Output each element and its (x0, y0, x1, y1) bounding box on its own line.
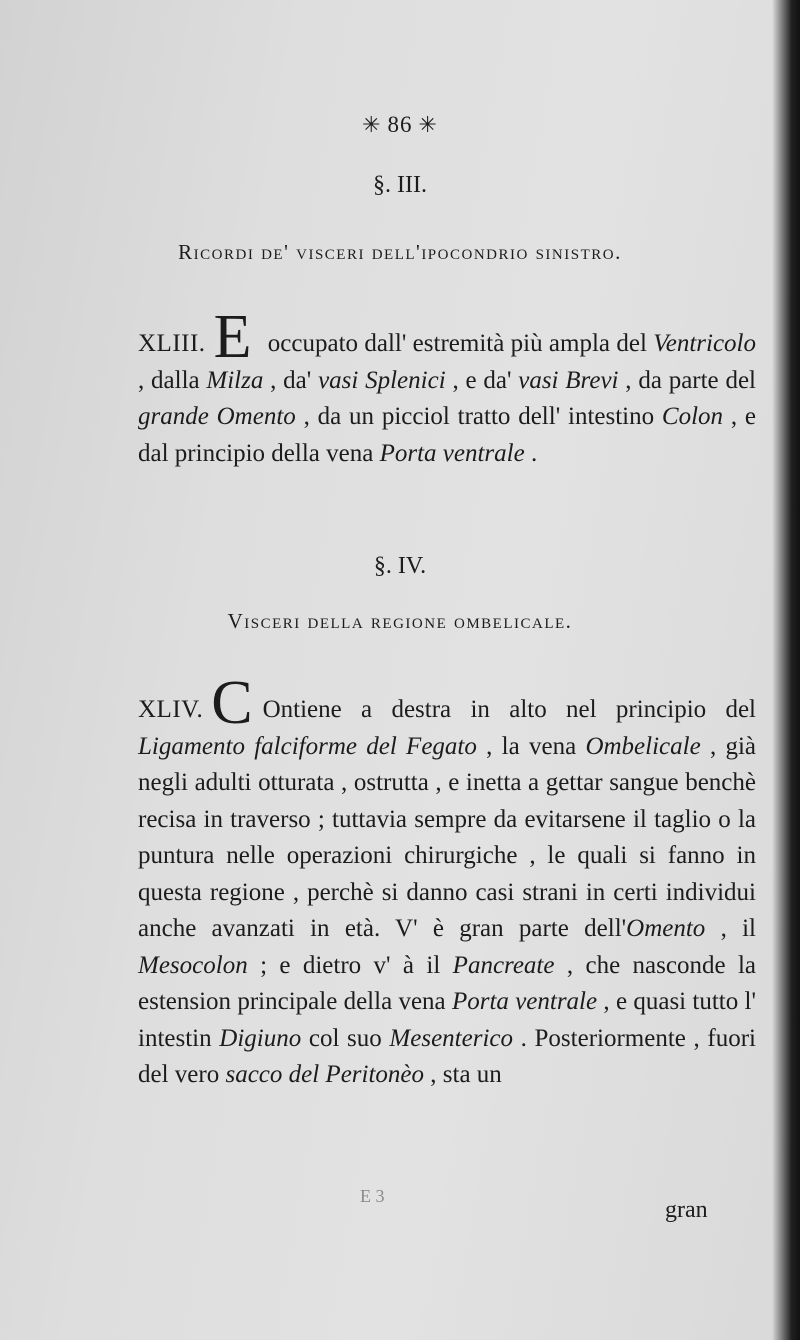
italic-term: sacco del Peritonèo (225, 1061, 425, 1088)
paragraph-43 (138, 303, 756, 472)
text: , la vena (476, 732, 586, 760)
text: . Posteriormente , fuori del vero (138, 1024, 757, 1088)
text: , e quasi tutto l' intestin (138, 988, 756, 1052)
italic-term: Porta ventrale (379, 439, 525, 467)
section-title-4: Visceri della regione ombelicale. (227, 609, 573, 633)
text: , da' (263, 366, 319, 394)
italic-term: Digiuno (219, 1024, 302, 1052)
text: col suo (301, 1024, 390, 1052)
italic-term: Ombelicale (585, 732, 701, 760)
signature-mark: E 3 (360, 1186, 385, 1206)
italic-term: Ligamento falciforme del Fegato (138, 732, 477, 760)
italic-term: Porta ventrale (451, 988, 598, 1015)
text: , il (705, 915, 756, 942)
drop-cap: E (213, 303, 252, 371)
asterisk-ornament-icon: ✳ (362, 113, 382, 138)
text: occupato dall' estremità più ampla del (261, 330, 654, 357)
text: , che nasconde la estension principale della vena (138, 951, 756, 1015)
text: , da un picciol tratto dell' intestino (295, 403, 662, 430)
text: , e dal principio della vena (138, 403, 756, 467)
text: Ontiene a destra in alto nel principio del (262, 696, 756, 723)
text: , dalla (138, 366, 207, 394)
text: , già negli adulti otturata , ostrutta , e inetta a gettar sangue benchè recisa in traverso ; tuttavia sempre da evitarsene il taglio o la puntura nelle operazioni chirurgiche , le quali si fanno in questa regione , perchè si danno casi strani in certi individui anche avanzati in età. V' è gran parte dell' (138, 732, 757, 942)
drop-cap: C (211, 669, 253, 737)
italic-term: grande Omento (138, 403, 296, 430)
italic-term: Mesocolon (138, 951, 248, 979)
catchword: gran (665, 1197, 708, 1223)
section-title-3: Ricordi de' visceri dell'ipocondrio sinistro. (178, 240, 622, 264)
text: , sta un (424, 1061, 502, 1088)
asterisk-ornament-icon: ✳ (418, 113, 438, 138)
section-number-4: §. IV. (373, 553, 427, 579)
text: ; e dietro v' à il (247, 951, 453, 979)
italic-term: vasi Brevi (518, 366, 619, 394)
page-edge-shadow (772, 0, 800, 1340)
text: , da parte del (618, 366, 756, 394)
text: , e da' (445, 366, 519, 394)
paragraph-44 (138, 669, 757, 1094)
italic-term: Mesenterico (389, 1024, 513, 1052)
paragraph-number: XLIV. (138, 696, 204, 723)
italic-term: Colon (661, 403, 724, 430)
italic-term: Ventricolo (653, 330, 756, 357)
text: . (524, 439, 538, 467)
italic-term: Pancreate (452, 951, 555, 979)
italic-term: Omento (626, 915, 706, 942)
section-number-3: §. III. (373, 172, 427, 198)
italic-term: vasi Splenici (318, 366, 446, 394)
paragraph-number: XLIII. (138, 330, 206, 357)
page-header (0, 112, 800, 138)
italic-term: Milza (206, 366, 264, 394)
page-number: 86 (387, 112, 413, 137)
